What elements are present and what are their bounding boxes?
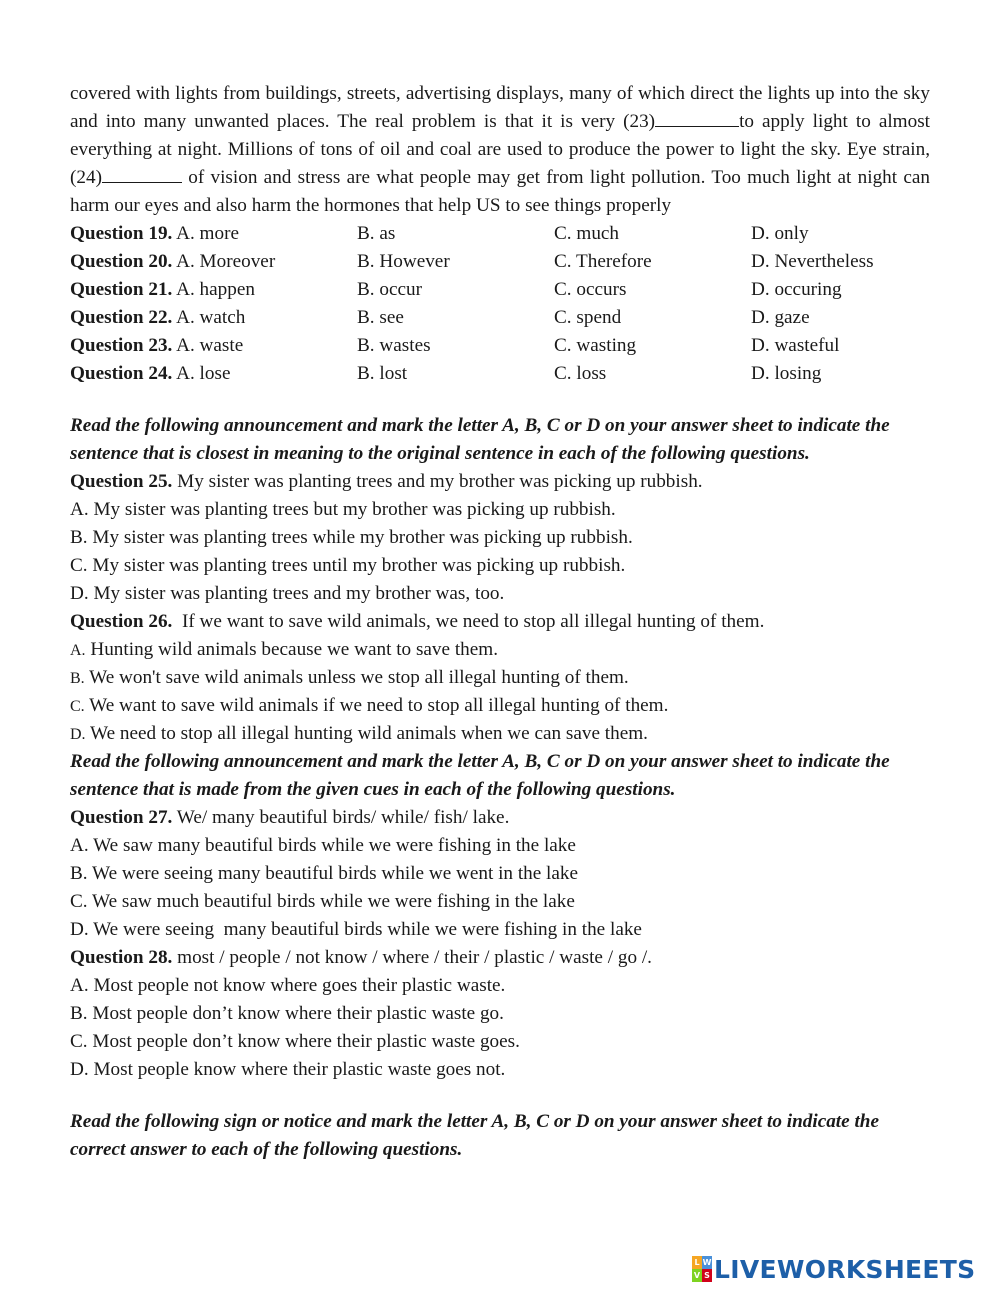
q27-option-c[interactable]: C. We saw much beautiful birds while we were fishing in the lake (70, 891, 575, 912)
option-a[interactable]: A. lose (176, 363, 231, 384)
q27-option-a[interactable]: A. We saw many beautiful birds while we were fishing in the lake (70, 835, 576, 856)
option-letter: A. (70, 642, 86, 659)
question-24-row (70, 360, 930, 388)
option-letter: C. (70, 698, 85, 715)
blank-23[interactable] (655, 108, 739, 127)
option-b[interactable]: B. lost (357, 363, 408, 384)
option-d[interactable]: D. only (751, 223, 809, 244)
option-d[interactable]: D. wasteful (751, 335, 840, 356)
question-label: Question 20. (70, 251, 173, 272)
question-19-row (70, 220, 930, 248)
passage-part-2: to apply light to almost everything at night. Millions of tons of oil and coal are used to produce the power to light the sky. Eye strain, (24) (70, 111, 930, 188)
option-b[interactable]: B. wastes (357, 335, 431, 356)
reading-passage (70, 80, 930, 220)
option-text: Hunting wild animals because we want to save them. (85, 639, 498, 660)
question-27-stem (70, 804, 930, 832)
question-label: Question 27. (70, 807, 173, 828)
option-letter: B. (70, 670, 85, 687)
q28-option-a[interactable]: A. Most people not know where goes their plastic waste. (70, 975, 506, 996)
question-25-stem (70, 468, 930, 496)
q26-option-a[interactable] (70, 636, 930, 664)
question-label: Question 19. (70, 223, 173, 244)
question-label: Question 22. (70, 307, 173, 328)
question-label: Question 28. (70, 947, 173, 968)
q25-option-a[interactable]: A. My sister was planting trees but my brother was picking up rubbish. (70, 499, 616, 520)
question-28-stem (70, 944, 930, 972)
q26-option-c[interactable] (70, 692, 930, 720)
question-label: Question 24. (70, 363, 173, 384)
option-c[interactable]: C. wasting (554, 335, 637, 356)
option-b[interactable]: B. as (357, 223, 396, 244)
section-instruction-rewrite: Read the following announcement and mark the letter A, B, C or D on your answer sheet to indicate the sentence that is closest in meaning to the original sentence in each of the following questions. (70, 415, 890, 464)
worksheet-page (70, 80, 930, 1164)
question-text: We/ many beautiful birds/ while/ fish/ lake. (172, 807, 510, 828)
multiple-choice-grid (70, 220, 930, 388)
q25-option-d[interactable]: D. My sister was planting trees and my brother was, too. (70, 583, 505, 604)
q28-option-b[interactable]: B. Most people don’t know where their plastic waste go. (70, 1003, 504, 1024)
q25-option-b[interactable]: B. My sister was planting trees while my brother was picking up rubbish. (70, 527, 633, 548)
option-d[interactable]: D. losing (751, 363, 822, 384)
option-b[interactable]: B. However (357, 251, 450, 272)
option-a[interactable]: A. happen (176, 279, 255, 300)
q26-option-d[interactable] (70, 720, 930, 748)
question-label: Question 23. (70, 335, 173, 356)
passage-part-1: covered with lights from buildings, streets, advertising displays, many of which direct the lights up into the sky and into many unwanted places. The real problem is that it is very (23) (70, 83, 930, 132)
question-22-row (70, 304, 930, 332)
q25-option-c[interactable]: C. My sister was planting trees until my brother was picking up rubbish. (70, 555, 626, 576)
section-instruction-sign: Read the following sign or notice and mark the letter A, B, C or D on your answer sheet to indicate the correct answer to each of the following questions. (70, 1111, 879, 1160)
liveworksheets-logo-text: LIVEWORKSHEETS (714, 1254, 976, 1284)
question-text: If we want to save wild animals, we need to stop all illegal hunting of them. (172, 611, 765, 632)
option-a[interactable]: A. Moreover (176, 251, 276, 272)
question-label: Question 21. (70, 279, 173, 300)
option-d[interactable]: D. gaze (751, 307, 810, 328)
q28-option-c[interactable]: C. Most people don’t know where their plastic waste goes. (70, 1031, 520, 1052)
option-b[interactable]: B. occur (357, 279, 423, 300)
option-a[interactable]: A. waste (176, 335, 244, 356)
question-label: Question 26. (70, 611, 173, 632)
q26-option-b[interactable] (70, 664, 930, 692)
option-text: We need to stop all illegal hunting wild animals when we can save them. (85, 723, 648, 744)
option-letter: D. (70, 726, 86, 743)
option-c[interactable]: C. occurs (554, 279, 627, 300)
liveworksheets-logo (692, 1255, 975, 1283)
option-c[interactable]: C. much (554, 223, 620, 244)
option-c[interactable]: C. loss (554, 363, 607, 384)
option-b[interactable]: B. see (357, 307, 404, 328)
blank-24[interactable] (102, 164, 182, 183)
option-text: We want to save wild animals if we need to stop all illegal hunting of them. (84, 695, 669, 716)
option-d[interactable]: D. Nevertheless (751, 251, 874, 272)
option-c[interactable]: C. spend (554, 307, 622, 328)
question-20-row (70, 248, 930, 276)
q28-option-d[interactable]: D. Most people know where their plastic waste goes not. (70, 1059, 506, 1080)
option-d[interactable]: D. occuring (751, 279, 842, 300)
question-label: Question 25. (70, 471, 173, 492)
option-c[interactable]: C. Therefore (554, 251, 652, 272)
liveworksheets-logo-icon: L W V S (693, 1258, 712, 1280)
passage-part-3: of vision and stress are what people may get from light pollution. Too much light at night can harm our eyes and also harm the hormones that help US to see things properly (70, 167, 930, 216)
section-instruction-cues: Read the following announcement and mark the letter A, B, C or D on your answer sheet to indicate the sentence that is made from the given cues in each of the following questions. (70, 751, 890, 800)
option-a[interactable]: A. more (176, 223, 239, 244)
option-text: We won't save wild animals unless we stop all illegal hunting of them. (84, 667, 629, 688)
question-26-stem (70, 608, 930, 636)
q27-option-d[interactable]: D. We were seeing many beautiful birds while we were fishing in the lake (70, 919, 642, 940)
question-23-row (70, 332, 930, 360)
question-text: most / people / not know / where / their / plastic / waste / go /. (172, 947, 652, 968)
question-text: My sister was planting trees and my brother was picking up rubbish. (172, 471, 703, 492)
option-a[interactable]: A. watch (176, 307, 246, 328)
q27-option-b[interactable]: B. We were seeing many beautiful birds while we went in the lake (70, 863, 579, 884)
question-21-row (70, 276, 930, 304)
